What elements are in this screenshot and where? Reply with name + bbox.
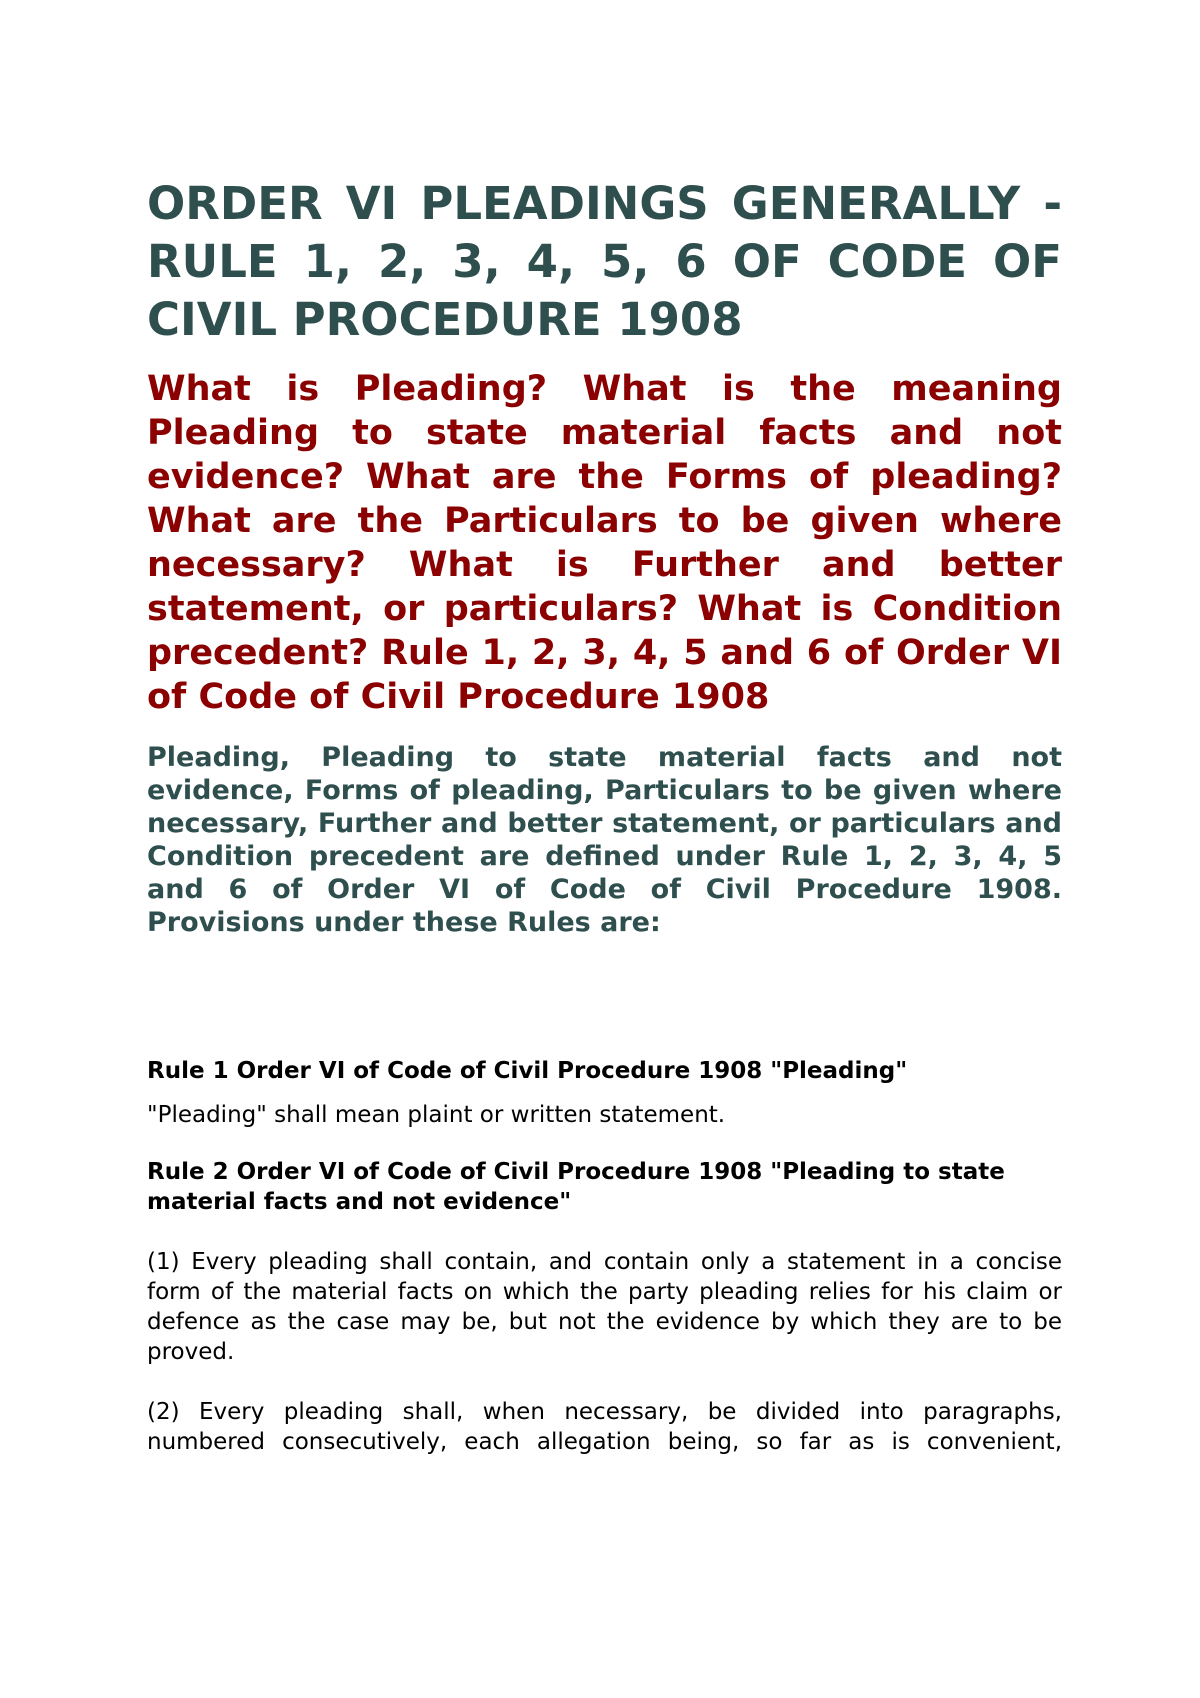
document-subtitle: What is Pleading? What is the meaning Pleading to state material facts and not evidence? What are the Forms of pleading? What are the Particulars to be given where necessary? What is Further and better statement, or particulars? What is Condition precedent? Rule 1, 2, 3, 4, 5 and 6 of Order VI of Code of Civil Procedure 1908: [147, 369, 1062, 717]
rule-2-paragraph-2: (2) Every pleading shall, when necessary, be divided into paragraphs, numbered consecutively, each allegation being, so far as is convenient,: [147, 1399, 1062, 1455]
document-page: [147, 175, 1062, 1457]
rule-1-heading: Rule 1 Order VI of Code of Civil Procedure 1908 "Pleading": [147, 1058, 908, 1084]
rule-1-text: "Pleading" shall mean plaint or written statement.: [147, 1102, 726, 1128]
rules-section: [147, 1056, 1062, 1457]
intro-paragraph: Pleading, Pleading to state material facts and not evidence, Forms of pleading, Particulars to be given where necessary, Further and better statement, or particulars and Condition precedent are defined under Rule 1, 2, 3, 4, 5 and 6 of Order VI of Code of Civil Procedure 1908. Provisions under these Rules are:: [147, 742, 1062, 938]
rule-2-heading: Rule 2 Order VI of Code of Civil Procedure 1908 "Pleading to state material facts and not evidence": [147, 1159, 1005, 1215]
rule-2-paragraph-1: (1) Every pleading shall contain, and contain only a statement in a concise form of the material facts on which the party pleading relies for his claim or defence as the case may be, but not the evidence by which they are to be proved.: [147, 1249, 1062, 1365]
document-title: ORDER VI PLEADINGS GENERALLY - RULE 1, 2, 3, 4, 5, 6 OF CODE OF CIVIL PROCEDURE 1908: [147, 177, 1062, 346]
